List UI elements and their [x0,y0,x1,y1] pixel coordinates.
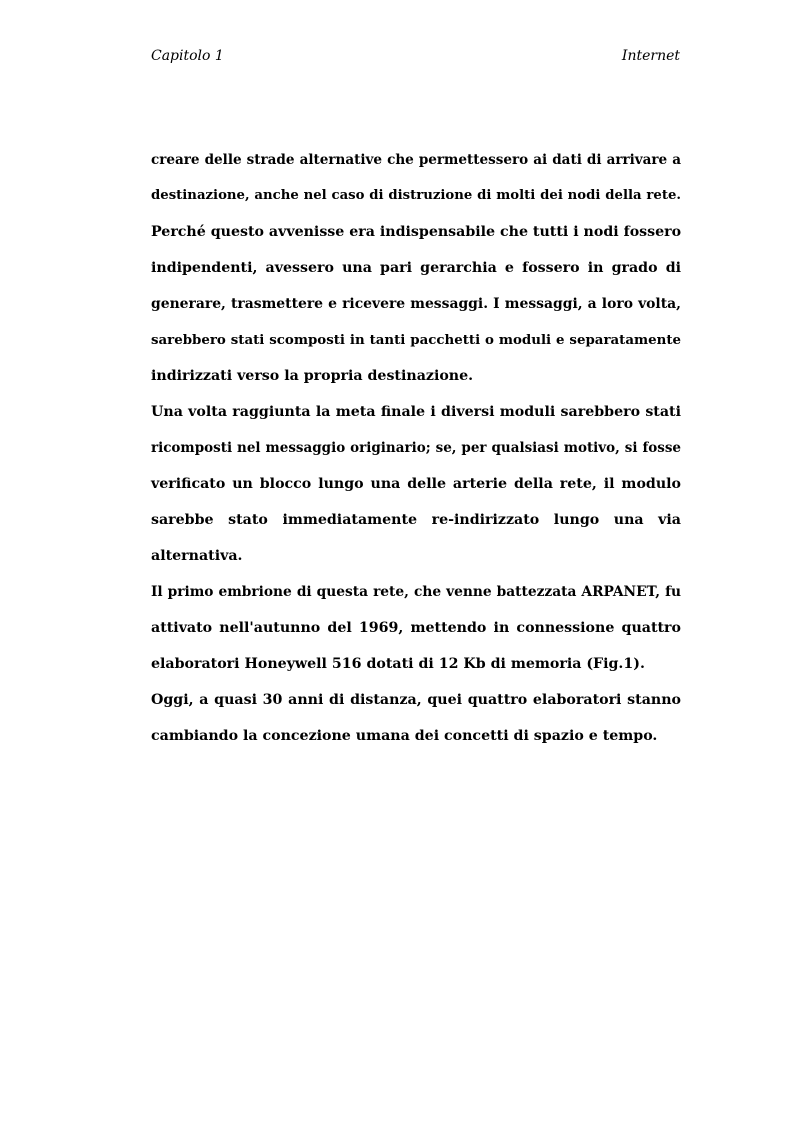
text-line: generare, trasmettere e ricevere messaggi. I messaggi, a loro volta, [151,296,681,312]
text-line: indipendenti, avessero una pari gerarchia e fossero in grado di [151,260,681,276]
text-line: elaboratori Honeywell 516 dotati di 12 Kb di memoria (Fig.1). [151,656,645,672]
text-line: Oggi, a quasi 30 anni di distanza, quei quattro elaboratori stanno [151,692,681,708]
text-line: indirizzati verso la propria destinazione. [151,368,474,384]
text-line: Perché questo avvenisse era indispensabile che tutti i nodi fossero [151,224,682,240]
header-section: Internet [621,48,680,64]
text-line: Il primo embrione di questa rete, che venne battezzata ARPANET, fu [151,584,681,600]
text-line: destinazione, anche nel caso di distruzione di molti dei nodi della rete. [151,188,681,203]
text-line: ricomposti nel messaggio originario; se, per qualsiasi motivo, si fosse [151,440,681,456]
text-line: sarebbero stati scomposti in tanti pacchetti o moduli e separatamente [151,332,681,348]
text-line: verificato un blocco lungo una delle arterie della rete, il modulo [151,476,681,492]
body-text [151,142,681,754]
text-line: attivato nell'autunno del 1969, mettendo in connessione quattro [151,620,681,636]
text-line: sarebbe stato immediatamente re-indirizzato lungo una via [151,512,681,528]
text-line: creare delle strade alternative che permettessero ai dati di arrivare a [151,152,681,168]
paragraph-1 [151,142,681,394]
paragraph-2 [151,394,681,574]
text-line: Una volta raggiunta la meta finale i diversi moduli sarebbero stati [151,404,681,420]
paragraph-3 [151,574,681,682]
paragraph-4 [151,682,681,754]
text-line: alternativa. [151,548,243,564]
header-chapter: Capitolo 1 [151,48,224,64]
text-line: cambiando la concezione umana dei concetti di spazio e tempo. [151,728,658,744]
